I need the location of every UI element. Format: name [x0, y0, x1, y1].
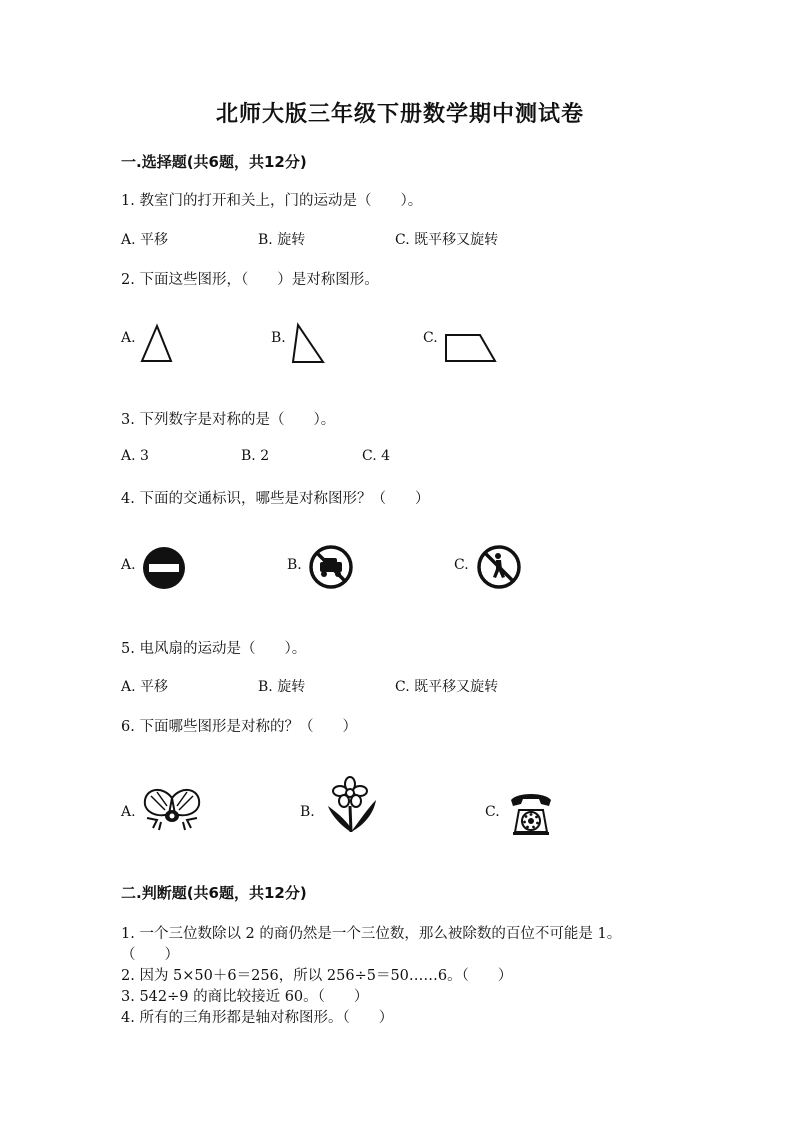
question-2: 2. 下面这些图形，（ ）是对称图形。	[121, 272, 379, 288]
q2-label-c: C.	[423, 330, 438, 346]
judgement-1-blank: （ ）	[121, 947, 179, 963]
insect-icon	[139, 784, 205, 834]
q6-label-b: B.	[300, 804, 315, 820]
q5-option-c: C. 既平移又旋转	[395, 679, 499, 695]
isosceles-triangle-icon	[138, 323, 176, 365]
page-title: 北师大版三年级下册数学期中测试卷	[215, 101, 584, 127]
section-heading-judgement: 二.判断题(共6题，共12分)	[121, 884, 307, 902]
section-heading-choice: 一.选择题(共6题，共12分)	[121, 153, 307, 171]
question-5: 5. 电风扇的运动是（ ）。	[121, 641, 307, 657]
no-pedestrians-sign-icon	[476, 544, 522, 590]
judgement-2: 2. 因为 5×50＋6＝256，所以 256÷5＝50……6。（ ）	[121, 968, 513, 984]
q5-option-a: A. 平移	[121, 679, 169, 695]
q1-option-a: A. 平移	[121, 232, 169, 248]
question-6: 6. 下面哪些图形是对称的？（ ）	[121, 719, 357, 735]
q3-option-b: B. 2	[241, 448, 270, 464]
question-4: 4. 下面的交通标识，哪些是对称图形？（ ）	[121, 491, 430, 507]
q3-option-c: C. 4	[362, 448, 391, 464]
telephone-icon	[505, 790, 557, 838]
q5-option-b: B. 旋转	[258, 679, 306, 695]
no-entry-sign-icon	[142, 546, 186, 590]
flower-icon	[320, 776, 382, 836]
judgement-1: 1. 一个三位数除以 2 的商仍然是一个三位数，那么被除数的百位不可能是 1。	[121, 926, 622, 942]
q3-option-a: A. 3	[121, 448, 149, 464]
question-3: 3. 下列数字是对称的是（ ）。	[121, 412, 336, 428]
question-1: 1. 教室门的打开和关上，门的运动是（ ）。	[121, 193, 423, 209]
q4-label-b: B.	[287, 557, 302, 573]
judgement-4: 4. 所有的三角形都是轴对称图形。（ ）	[121, 1010, 394, 1026]
q4-label-c: C.	[454, 557, 469, 573]
q6-label-c: C.	[485, 804, 500, 820]
q2-label-b: B.	[271, 330, 286, 346]
q2-label-a: A.	[121, 330, 136, 346]
scalene-triangle-icon	[288, 322, 328, 366]
q6-label-a: A.	[121, 804, 136, 820]
no-motor-vehicles-sign-icon	[308, 544, 354, 590]
q1-option-b: B. 旋转	[258, 232, 306, 248]
trapezoid-icon	[442, 331, 500, 365]
judgement-3: 3. 542÷9 的商比较接近 60。（ ）	[121, 989, 369, 1005]
q4-label-a: A.	[121, 557, 136, 573]
q1-option-c: C. 既平移又旋转	[395, 232, 499, 248]
